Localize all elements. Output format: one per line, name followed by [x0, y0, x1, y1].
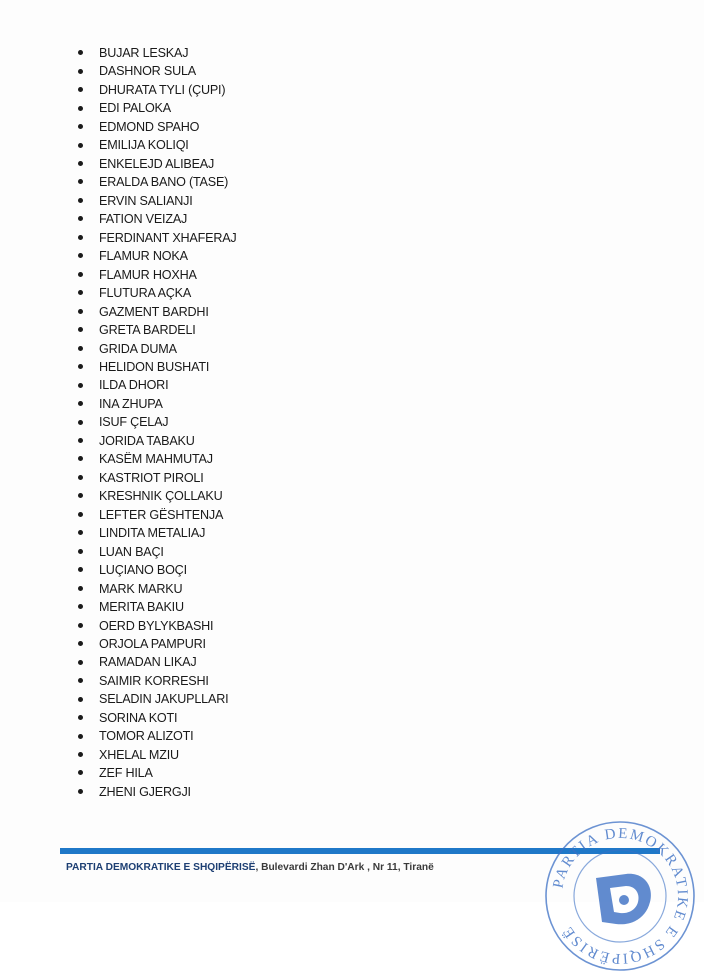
bullet-icon	[78, 660, 83, 665]
footer-organization: PARTIA DEMOKRATIKE E SHQIPËRISË	[66, 862, 256, 873]
list-item	[76, 81, 237, 99]
stamp-ring-text: PARTIA DEMOKRATIKE E SHQIPËRISË	[550, 825, 691, 967]
list-item	[76, 44, 237, 62]
bullet-icon	[78, 678, 83, 683]
bullet-icon	[78, 309, 83, 314]
list-item	[76, 266, 237, 284]
list-item	[76, 358, 237, 376]
bullet-icon	[78, 420, 83, 425]
list-item-label: DASHNOR SULA	[99, 64, 196, 79]
list-item	[76, 635, 237, 653]
list-item	[76, 395, 237, 413]
list-item-label: LINDITA METALIAJ	[99, 526, 206, 541]
list-item-label: DHURATA TYLI (ÇUPI)	[99, 82, 226, 97]
list-item-label: MARK MARKU	[99, 581, 183, 596]
list-item-label: EMILIJA KOLIQI	[99, 138, 189, 153]
list-item	[76, 598, 237, 616]
list-item-label: EDMOND SPAHO	[99, 119, 200, 134]
list-item-label: ZEF HILA	[99, 766, 153, 781]
bullet-icon	[78, 198, 83, 203]
list-item-label: XHELAL MZIU	[99, 747, 179, 762]
party-logo-icon	[596, 874, 651, 924]
bullet-icon	[78, 161, 83, 166]
list-item-label: RAMADAN LIKAJ	[99, 655, 197, 670]
list-item-label: SAIMIR KORRESHI	[99, 673, 209, 688]
bullet-icon	[78, 69, 83, 74]
list-item	[76, 469, 237, 487]
bullet-icon	[78, 734, 83, 739]
bullet-icon	[78, 106, 83, 111]
list-item-label: LUAN BAÇI	[99, 544, 164, 559]
list-item	[76, 340, 237, 358]
list-item	[76, 709, 237, 727]
bullet-icon	[78, 641, 83, 646]
list-item-label: ERALDA BANO (TASE)	[99, 175, 229, 190]
list-item	[76, 173, 237, 191]
bullet-icon	[78, 364, 83, 369]
list-item	[76, 155, 237, 173]
list-item	[76, 746, 237, 764]
list-item	[76, 450, 237, 468]
list-item-label: GAZMENT BARDHI	[99, 304, 209, 319]
bullet-icon	[78, 327, 83, 332]
list-item-label: KASËM MAHMUTAJ	[99, 452, 213, 467]
bullet-icon	[78, 604, 83, 609]
list-item-label: JORIDA TABAKU	[99, 433, 195, 448]
list-item	[76, 727, 237, 745]
bullet-icon	[78, 216, 83, 221]
bullet-icon	[78, 235, 83, 240]
list-item	[76, 118, 237, 136]
list-item	[76, 284, 237, 302]
list-item-label: HELIDON BUSHATI	[99, 359, 210, 374]
bullet-icon	[78, 456, 83, 461]
list-item	[76, 303, 237, 321]
list-item	[76, 247, 237, 265]
bullet-icon	[78, 715, 83, 720]
list-item-label: LUÇIANO BOÇI	[99, 563, 187, 578]
list-item	[76, 783, 237, 801]
list-item-label: SELADIN JAKUPLLARI	[99, 692, 229, 707]
list-item-label: ORJOLA PAMPURI	[99, 637, 206, 651]
bullet-icon	[78, 493, 83, 498]
bullet-icon	[78, 346, 83, 351]
list-item	[76, 321, 237, 339]
bullet-icon	[78, 586, 83, 591]
footer-letterhead	[66, 862, 434, 873]
list-item-label: ZHENI GJERGJI	[99, 784, 191, 799]
list-item-label: INA ZHUPA	[99, 396, 163, 411]
list-item-label: FLAMUR HOXHA	[99, 267, 197, 282]
list-item-label: LEFTER GËSHTENJA	[99, 507, 224, 522]
list-item	[76, 672, 237, 690]
bullet-icon	[78, 697, 83, 702]
list-item	[76, 487, 237, 505]
list-item-label: FLUTURA AÇKA	[99, 286, 192, 301]
bullet-icon	[78, 549, 83, 554]
list-item	[76, 653, 237, 671]
bullet-icon	[78, 623, 83, 628]
list-item	[76, 210, 237, 228]
party-stamp	[540, 816, 700, 976]
list-item	[76, 229, 237, 247]
list-item-label: FATION VEIZAJ	[99, 212, 188, 227]
bullet-icon	[78, 401, 83, 406]
list-item	[76, 376, 237, 394]
bullet-icon	[78, 752, 83, 757]
list-item-label: MERITA BAKIU	[99, 600, 184, 615]
bullet-icon	[78, 290, 83, 295]
bullet-icon	[78, 124, 83, 129]
list-item	[76, 413, 237, 431]
list-item	[76, 690, 237, 708]
bullet-icon	[78, 272, 83, 277]
bullet-icon	[78, 50, 83, 55]
bullet-icon	[78, 567, 83, 572]
footer-address: , Bulevardi Zhan D'Ark , Nr 11, Tiranë	[255, 862, 434, 873]
list-item-label: FLAMUR NOKA	[99, 249, 188, 264]
list-item	[76, 580, 237, 598]
list-item	[76, 561, 237, 579]
list-item-label: SORINA KOTI	[99, 710, 178, 725]
names-list	[76, 44, 237, 801]
bullet-icon	[78, 253, 83, 258]
bullet-icon	[78, 87, 83, 92]
list-item	[76, 99, 237, 117]
bullet-icon	[78, 143, 83, 148]
list-item-label: KASTRIOT PIROLI	[99, 470, 204, 485]
list-item-label: ERVIN SALIANJI	[99, 193, 193, 208]
bullet-icon	[78, 512, 83, 517]
bullet-icon	[78, 770, 83, 775]
bullet-icon	[78, 179, 83, 184]
list-item	[76, 136, 237, 154]
list-item-label: ISUF ÇELAJ	[99, 415, 169, 430]
list-item-label: GRIDA DUMA	[99, 341, 177, 356]
bullet-icon	[78, 530, 83, 535]
list-item-label: ENKELEJD ALIBEAJ	[99, 156, 215, 171]
list-item-label: TOMOR ALIZOTI	[99, 729, 194, 744]
bullet-icon	[78, 438, 83, 443]
bullet-icon	[78, 789, 83, 794]
list-item-label: OERD BYLYKBASHI	[99, 618, 214, 633]
list-item	[76, 192, 237, 210]
bullet-icon	[78, 475, 83, 480]
list-item-label: BUJAR LESKAJ	[99, 46, 189, 60]
bullet-icon	[78, 383, 83, 388]
list-item	[76, 506, 237, 524]
list-item-label: KRESHNIK ÇOLLAKU	[99, 489, 223, 504]
list-item	[76, 617, 237, 635]
list-item-label: EDI PALOKA	[99, 101, 171, 116]
list-item	[76, 543, 237, 561]
list-item	[76, 432, 237, 450]
list-item-label: GRETA BARDELI	[99, 323, 196, 338]
list-item	[76, 764, 237, 782]
list-item-label: FERDINANT XHAFERAJ	[99, 230, 237, 245]
list-item	[76, 62, 237, 80]
list-item	[76, 524, 237, 542]
list-item-label: ILDA DHORI	[99, 378, 169, 393]
